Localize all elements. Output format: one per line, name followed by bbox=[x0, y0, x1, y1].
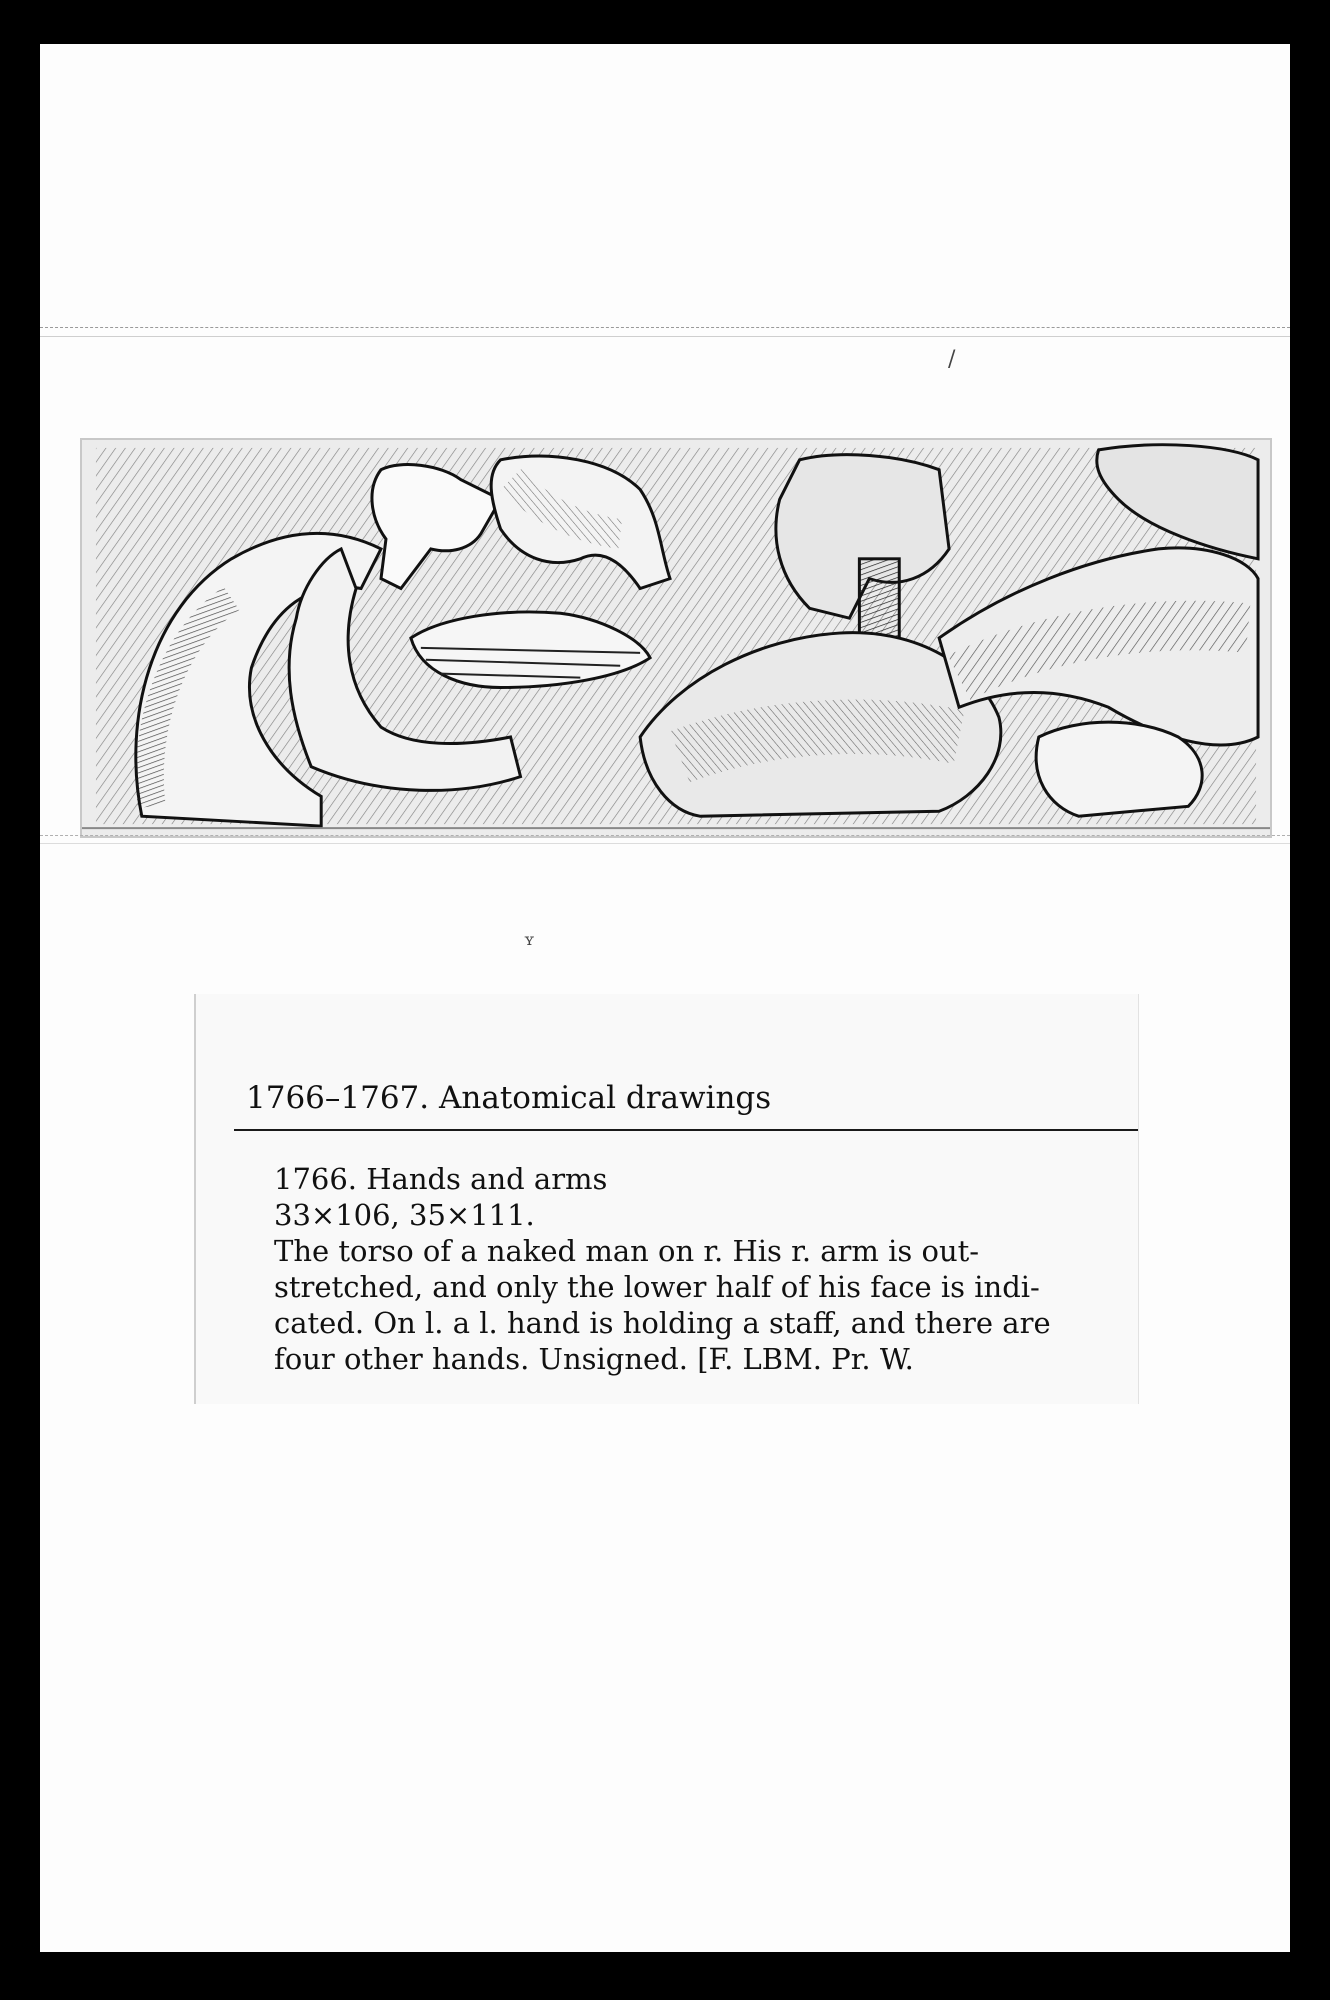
entry-description-line: four other hands. Unsigned. [F. LBM. Pr. W. bbox=[274, 1342, 914, 1376]
fold-line-bottom-inner bbox=[40, 843, 1290, 844]
right-hand-shape bbox=[1036, 722, 1202, 816]
entry-description-line: cated. On l. a l. hand is holding a staff, and there are bbox=[274, 1306, 1051, 1340]
catalogue-entry bbox=[274, 1161, 1134, 1377]
fold-line-top bbox=[40, 327, 1290, 328]
entry-dimensions: 33×106, 35×111. bbox=[274, 1198, 535, 1232]
scan-mark: / bbox=[948, 347, 956, 372]
engraving-illustration bbox=[82, 440, 1270, 836]
section-heading: 1766–1767. Anatomical drawings bbox=[246, 1080, 772, 1116]
catalogue-label bbox=[194, 994, 1139, 1404]
entry-title: 1766. Hands and arms bbox=[274, 1162, 608, 1196]
scan-mark: ʏ bbox=[524, 930, 535, 949]
fold-line-top-inner bbox=[40, 336, 1290, 337]
heading-rule bbox=[234, 1129, 1138, 1131]
entry-description-line: The torso of a naked man on r. His r. arm is out- bbox=[274, 1234, 980, 1268]
fold-line-bottom bbox=[40, 835, 1290, 836]
archive-card bbox=[40, 44, 1290, 1952]
engraving-plate bbox=[80, 438, 1272, 838]
entry-description-line: stretched, and only the lower half of his face is indi- bbox=[274, 1270, 1040, 1304]
